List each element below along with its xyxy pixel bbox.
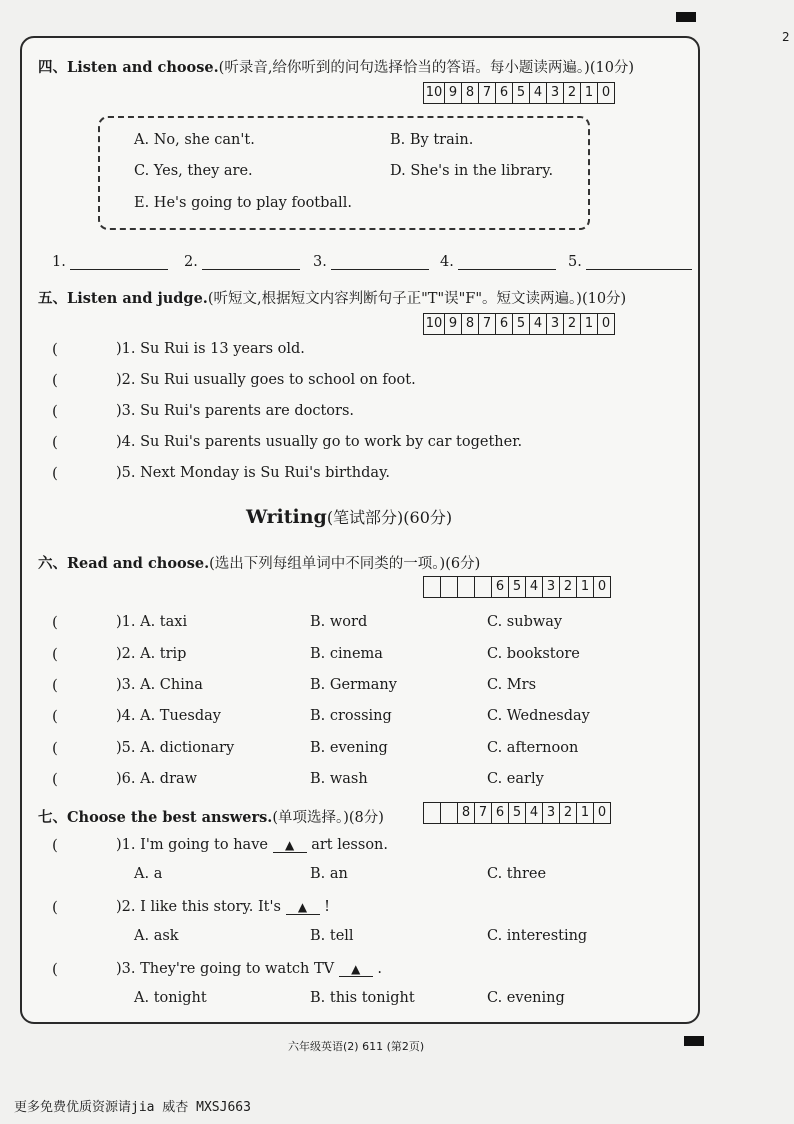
score-cell[interactable]: 9 xyxy=(445,314,462,334)
score-cell[interactable]: 4 xyxy=(530,314,547,334)
blank-5[interactable] xyxy=(568,254,692,270)
mc-option-a: A. ask xyxy=(134,928,179,944)
choice-option-c: C. subway xyxy=(487,614,563,630)
score-cell[interactable]: 5 xyxy=(513,83,530,103)
section-5-heading: 五、Listen and judge. xyxy=(38,290,208,307)
blank-3-label: 3. xyxy=(313,254,327,270)
answer-paren[interactable]: ( xyxy=(52,433,58,451)
section-5-title xyxy=(38,287,626,308)
writing-heading xyxy=(246,505,452,528)
answer-paren[interactable]: ( xyxy=(52,836,58,854)
mc-option-c: C. evening xyxy=(487,990,565,1006)
score-cell[interactable]: 7 xyxy=(479,83,496,103)
mc-option-c: C. three xyxy=(487,866,547,882)
score-cell[interactable]: 2 xyxy=(564,314,581,334)
section-4-title xyxy=(38,56,634,77)
score-cell[interactable]: 8 xyxy=(458,803,475,823)
page-number: 2 xyxy=(782,30,790,44)
score-cell[interactable]: 4 xyxy=(526,577,543,597)
score-cell[interactable] xyxy=(424,803,441,823)
blank-marker: ▲ xyxy=(286,900,320,915)
choice-option-b: B. word xyxy=(310,614,368,630)
registration-mark-top xyxy=(676,12,696,22)
score-cell[interactable]: 3 xyxy=(543,577,560,597)
judge-item: )1. Su Rui is 13 years old. xyxy=(116,341,305,357)
choice-option-c: C. early xyxy=(487,771,544,787)
score-cell[interactable]: 4 xyxy=(526,803,543,823)
answer-paren[interactable]: ( xyxy=(52,898,58,916)
section-7-heading: 七、Choose the best answers. xyxy=(38,809,273,826)
choice-option-b: B. cinema xyxy=(310,646,383,662)
choice-option-b: B. crossing xyxy=(310,708,392,724)
blank-5-label: 5. xyxy=(568,254,582,270)
mc-question-start: )3. They're going to watch TV xyxy=(116,961,335,977)
score-cell[interactable]: 6 xyxy=(492,577,509,597)
mc-question-end: ! xyxy=(324,899,330,915)
option-b: B. By train. xyxy=(390,132,474,148)
section-7-note: (单项选择。)(8分) xyxy=(272,810,384,826)
blank-2-label: 2. xyxy=(184,254,198,270)
score-cell[interactable]: 10 xyxy=(424,83,445,103)
blank-marker: ▲ xyxy=(339,962,373,977)
score-cell[interactable]: 8 xyxy=(462,314,479,334)
score-cell[interactable]: 2 xyxy=(560,577,577,597)
score-cell[interactable]: 0 xyxy=(597,579,607,594)
mc-question xyxy=(116,899,330,915)
score-cell[interactable]: 2 xyxy=(560,803,577,823)
choice-option-c: C. Wednesday xyxy=(487,708,590,724)
score-cell[interactable]: 3 xyxy=(543,803,560,823)
score-cell[interactable]: 6 xyxy=(492,803,509,823)
score-cell[interactable]: 1 xyxy=(581,83,598,103)
score-cell[interactable]: 2 xyxy=(564,83,581,103)
blank-1[interactable] xyxy=(52,254,168,270)
answer-paren[interactable]: ( xyxy=(52,371,58,389)
mc-option-a: A. a xyxy=(134,866,163,882)
score-box-5 xyxy=(423,313,615,335)
answer-paren[interactable]: ( xyxy=(52,770,58,788)
option-d: D. She's in the library. xyxy=(390,163,554,179)
score-cell[interactable]: 1 xyxy=(577,803,594,823)
mc-option-b: B. tell xyxy=(310,928,354,944)
section-7-title xyxy=(38,806,384,827)
score-box-7 xyxy=(423,802,611,824)
judge-item: )2. Su Rui usually goes to school on foot. xyxy=(116,372,416,388)
answer-paren[interactable]: ( xyxy=(52,707,58,725)
score-cell[interactable]: 5 xyxy=(509,803,526,823)
page-footer: 六年级英语(2) 611 (第2页) xyxy=(288,1040,425,1053)
score-cell[interactable]: 3 xyxy=(547,314,564,334)
score-cell[interactable]: 5 xyxy=(509,577,526,597)
choice-option-b: B. evening xyxy=(310,740,388,756)
choice-option-b: B. Germany xyxy=(310,677,397,693)
score-cell[interactable]: 4 xyxy=(530,83,547,103)
writing-title: Writing xyxy=(246,506,327,528)
blank-marker: ▲ xyxy=(273,838,307,853)
score-cell[interactable]: 8 xyxy=(462,83,479,103)
score-cell[interactable]: 5 xyxy=(513,314,530,334)
score-cell[interactable] xyxy=(441,803,458,823)
choice-question: )1. A. taxi xyxy=(116,614,188,630)
score-box-4 xyxy=(423,82,615,104)
score-cell[interactable]: 3 xyxy=(547,83,564,103)
judge-item: )5. Next Monday is Su Rui's birthday. xyxy=(116,465,390,481)
score-box-6 xyxy=(423,576,611,598)
score-cell[interactable]: 1 xyxy=(577,577,594,597)
mc-question-end: . xyxy=(377,961,382,977)
score-cell[interactable]: 7 xyxy=(475,803,492,823)
score-cell[interactable]: 0 xyxy=(601,85,611,100)
blank-4[interactable] xyxy=(440,254,556,270)
answer-paren[interactable]: ( xyxy=(52,340,58,358)
option-e: E. He's going to play football. xyxy=(134,195,352,211)
judge-item: )4. Su Rui's parents usually go to work by car together. xyxy=(116,434,523,450)
section-6-heading: 六、Read and choose. xyxy=(38,555,210,572)
score-cell[interactable]: 0 xyxy=(597,805,607,820)
score-cell[interactable] xyxy=(441,577,458,597)
choice-option-c: C. Mrs xyxy=(487,677,537,693)
blank-4-label: 4. xyxy=(440,254,454,270)
score-cell[interactable] xyxy=(475,577,492,597)
mc-question-start: )2. I like this story. It's xyxy=(116,899,281,915)
option-a: A. No, she can't. xyxy=(134,132,255,148)
score-cell[interactable]: 0 xyxy=(601,316,611,331)
section-6-note: (选出下列每组单词中不同类的一项。)(6分) xyxy=(209,556,481,572)
answer-paren[interactable]: ( xyxy=(52,960,58,978)
answer-paren[interactable]: ( xyxy=(52,645,58,663)
blank-3[interactable] xyxy=(313,254,429,270)
mc-question-start: )1. I'm going to have xyxy=(116,837,268,853)
answer-paren[interactable]: ( xyxy=(52,402,58,420)
mc-option-b: B. this tonight xyxy=(310,990,415,1006)
section-5-note: (听短文,根据短文内容判断句子正"T"误"F"。短文读两遍。)(10分) xyxy=(207,291,627,307)
score-cell[interactable]: 10 xyxy=(424,314,445,334)
section-6-title xyxy=(38,552,480,573)
promo-text: 更多免费优质资源请jia 威杏 MXSJ663 xyxy=(14,1100,251,1115)
choice-option-b: B. wash xyxy=(310,771,368,787)
mc-option-b: B. an xyxy=(310,866,348,882)
registration-mark-bottom xyxy=(684,1036,704,1046)
judge-item: )3. Su Rui's parents are doctors. xyxy=(116,403,355,419)
answer-paren[interactable]: ( xyxy=(52,613,58,631)
answer-paren[interactable]: ( xyxy=(52,739,58,757)
mc-option-c: C. interesting xyxy=(487,928,588,944)
blank-1-label: 1. xyxy=(52,254,66,270)
blank-2[interactable] xyxy=(184,254,300,270)
mc-question xyxy=(116,961,382,977)
mc-question-end: art lesson. xyxy=(311,837,388,853)
choice-option-c: C. afternoon xyxy=(487,740,579,756)
score-cell[interactable]: 9 xyxy=(445,83,462,103)
choice-question: )5. A. dictionary xyxy=(116,740,235,756)
choice-question: )3. A. China xyxy=(116,677,203,693)
score-cell[interactable]: 7 xyxy=(479,314,496,334)
answer-paren[interactable]: ( xyxy=(52,464,58,482)
writing-note: (笔试部分)(60分) xyxy=(326,508,453,527)
option-c: C. Yes, they are. xyxy=(134,163,253,179)
choice-question: )4. A. Tuesday xyxy=(116,708,221,724)
choice-question: )2. A. trip xyxy=(116,646,187,662)
score-cell[interactable] xyxy=(424,577,441,597)
mc-option-a: A. tonight xyxy=(134,990,207,1006)
score-cell[interactable] xyxy=(458,577,475,597)
score-cell[interactable]: 6 xyxy=(496,314,513,334)
section-4-heading: 四、Listen and choose. xyxy=(38,59,219,76)
choice-question: )6. A. draw xyxy=(116,771,198,787)
mc-question xyxy=(116,837,388,853)
score-cell[interactable]: 6 xyxy=(496,83,513,103)
score-cell[interactable]: 1 xyxy=(581,314,598,334)
section-4-note: (听录音,给你听到的问句选择恰当的答语。每小题读两遍。)(10分) xyxy=(218,60,635,76)
choice-option-c: C. bookstore xyxy=(487,646,580,662)
answer-paren[interactable]: ( xyxy=(52,676,58,694)
